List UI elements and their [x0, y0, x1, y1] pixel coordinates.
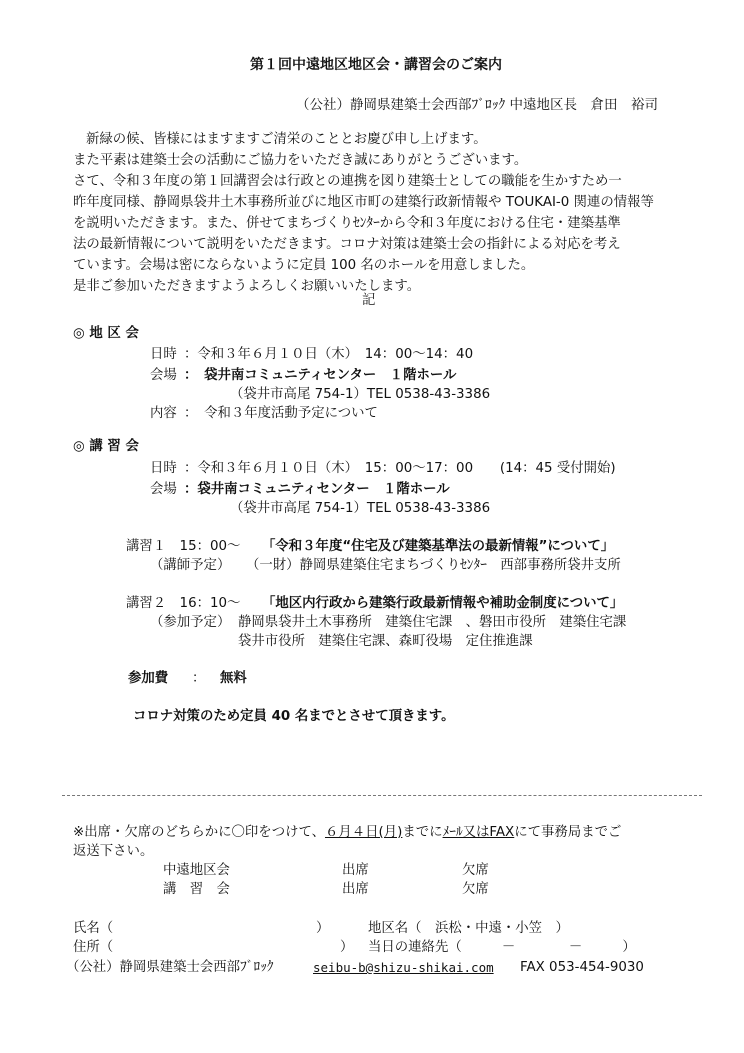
body-line-2: また平素は建築士会の活動にご協力をいただき誠にありがとうございます。: [73, 153, 528, 168]
reply-row2-attend[interactable]: 出席: [342, 882, 369, 897]
body-line-6: 法の最新情報について説明をいただきます。コロナ対策は建築士会の指針による対応を考え: [73, 237, 621, 252]
capacity-note: コロナ対策のため定員 40 名までとさせて頂きます。: [133, 709, 455, 724]
chiku-heading: ◎ 地 区 会: [73, 326, 139, 341]
lecture1-label: 講習１ 15：00～: [126, 539, 241, 554]
body-line-5: を説明いただきます。また、併せてまちづくりｾﾝﾀｰから令和３年度における住宅・建築基準: [73, 216, 621, 231]
district-field[interactable]: 地区名（ 浜松・中遠・小笠 ）: [368, 921, 569, 936]
reply-row2-absent[interactable]: 欠席: [462, 882, 489, 897]
lecture2-speaker-2: 袋井市役所 建築住宅課、森町役場 定住推進課: [238, 634, 533, 649]
body-line-1: 新緑の候、皆様にはますますご清栄のこととお慶び申し上げます。: [86, 132, 487, 147]
reply-instruction: [73, 824, 621, 842]
body-line-8: 是非ご参加いただきますようよろしくお願いいたします。: [73, 279, 421, 294]
lecture2-speaker-1: 静岡県袋井土木事務所 建築住宅課 、磐田市役所 建築住宅課: [238, 615, 627, 630]
lecture2-label: 講習２ 16：10～: [126, 596, 241, 611]
cut-line: [62, 795, 702, 796]
chiku-venue-label: 会場: [150, 368, 177, 383]
lecture2-role: （参加予定）: [150, 615, 231, 630]
body-line-7: ています。会場は密にならないように定員 100 名のホールを用意しました。: [73, 258, 535, 273]
chiku-address: （袋井市高尾 754-1）TEL 0538-43-3386: [230, 387, 491, 402]
koushu-venue-value: ：袋井南コミュニティセンター １階ホール: [184, 482, 450, 497]
address-field-close: ）: [340, 940, 354, 955]
lecture2-topic: 「地区内行政から建築行政最新情報や補助金制度について」: [262, 596, 624, 611]
koushu-heading: ◎ 講 習 会: [73, 439, 139, 454]
reply-instruction-mid: までに: [402, 825, 443, 840]
lecture1-speaker: （一財）静岡県建築住宅まちづくりｾﾝﾀｰ 西部事務所袋井支所: [246, 558, 621, 573]
lecture1-topic: 「令和３年度“住宅及び建築基準法の最新情報”について」: [262, 539, 615, 554]
footer-org: （公社）静岡県建築士会西部ﾌﾞﾛｯｸ: [66, 960, 274, 975]
fee-colon: ：: [192, 671, 206, 686]
body-line-4: 昨年度同様、静岡県袋井土木事務所並びに地区市町の建築行政新情報や TOUKAI-0 関連の情報等: [73, 195, 654, 210]
reply-row1-absent[interactable]: 欠席: [462, 863, 489, 878]
koushu-address: （袋井市高尾 754-1）TEL 0538-43-3386: [230, 501, 491, 516]
reply-instruction-post: にて事務局までご: [514, 825, 622, 840]
reply-instruction-pre: ※出席・欠席のどちらかに〇印をつけて、: [73, 825, 325, 840]
chiku-date-value: ：令和３年６月１０日（木） 14：00～14：40: [184, 347, 474, 362]
name-field-close: ）: [316, 921, 330, 936]
reply-deadline: ６月４日(月): [324, 825, 403, 840]
koushu-date-value: ：令和３年６月１０日（木） 15：00～17：00 (14：45 受付開始): [184, 461, 616, 476]
fee-label: 参加費: [128, 671, 169, 686]
chiku-venue-value: ： 袋井南コミュニティセンター １階ホール: [184, 368, 457, 383]
ki-label: 記: [362, 293, 376, 308]
reply-method: ﾒｰﾙ又はFAX: [442, 825, 515, 840]
reply-row2-event: 講 習 会: [163, 882, 230, 897]
footer-email-link[interactable]: seibu-b@shizu-shikai.com: [313, 960, 494, 975]
sender: （公社）静岡県建築士会西部ﾌﾞﾛｯｸ 中遠地区長 倉田 裕司: [296, 97, 659, 113]
chiku-content-label: 内容: [150, 406, 177, 421]
fee-value: 無料: [220, 671, 247, 686]
lecture1-role: （講師予定）: [150, 558, 231, 573]
reply-instruction-line2: 返送下さい。: [73, 844, 154, 859]
reply-row1-attend[interactable]: 出席: [342, 863, 369, 878]
address-field-label: 住所（: [73, 940, 114, 955]
name-field-label: 氏名（: [73, 921, 114, 936]
koushu-venue-label: 会場: [150, 482, 177, 497]
contact-field[interactable]: 当日の連絡先（ － － ）: [368, 940, 636, 955]
reply-row1-event: 中遠地区会: [163, 863, 230, 878]
chiku-content-value: ： 令和３年度活動予定について: [184, 406, 378, 421]
koushu-date-label: 日時: [150, 461, 177, 476]
page-title: 第１回中遠地区地区会・講習会のご案内: [250, 57, 502, 73]
body-line-3: さて、令和３年度の第１回講習会は行政との連携を図り建築士としての職能を生かすため一: [73, 174, 622, 189]
chiku-date-label: 日時: [150, 347, 177, 362]
footer-fax: FAX 053-454-9030: [520, 960, 644, 975]
